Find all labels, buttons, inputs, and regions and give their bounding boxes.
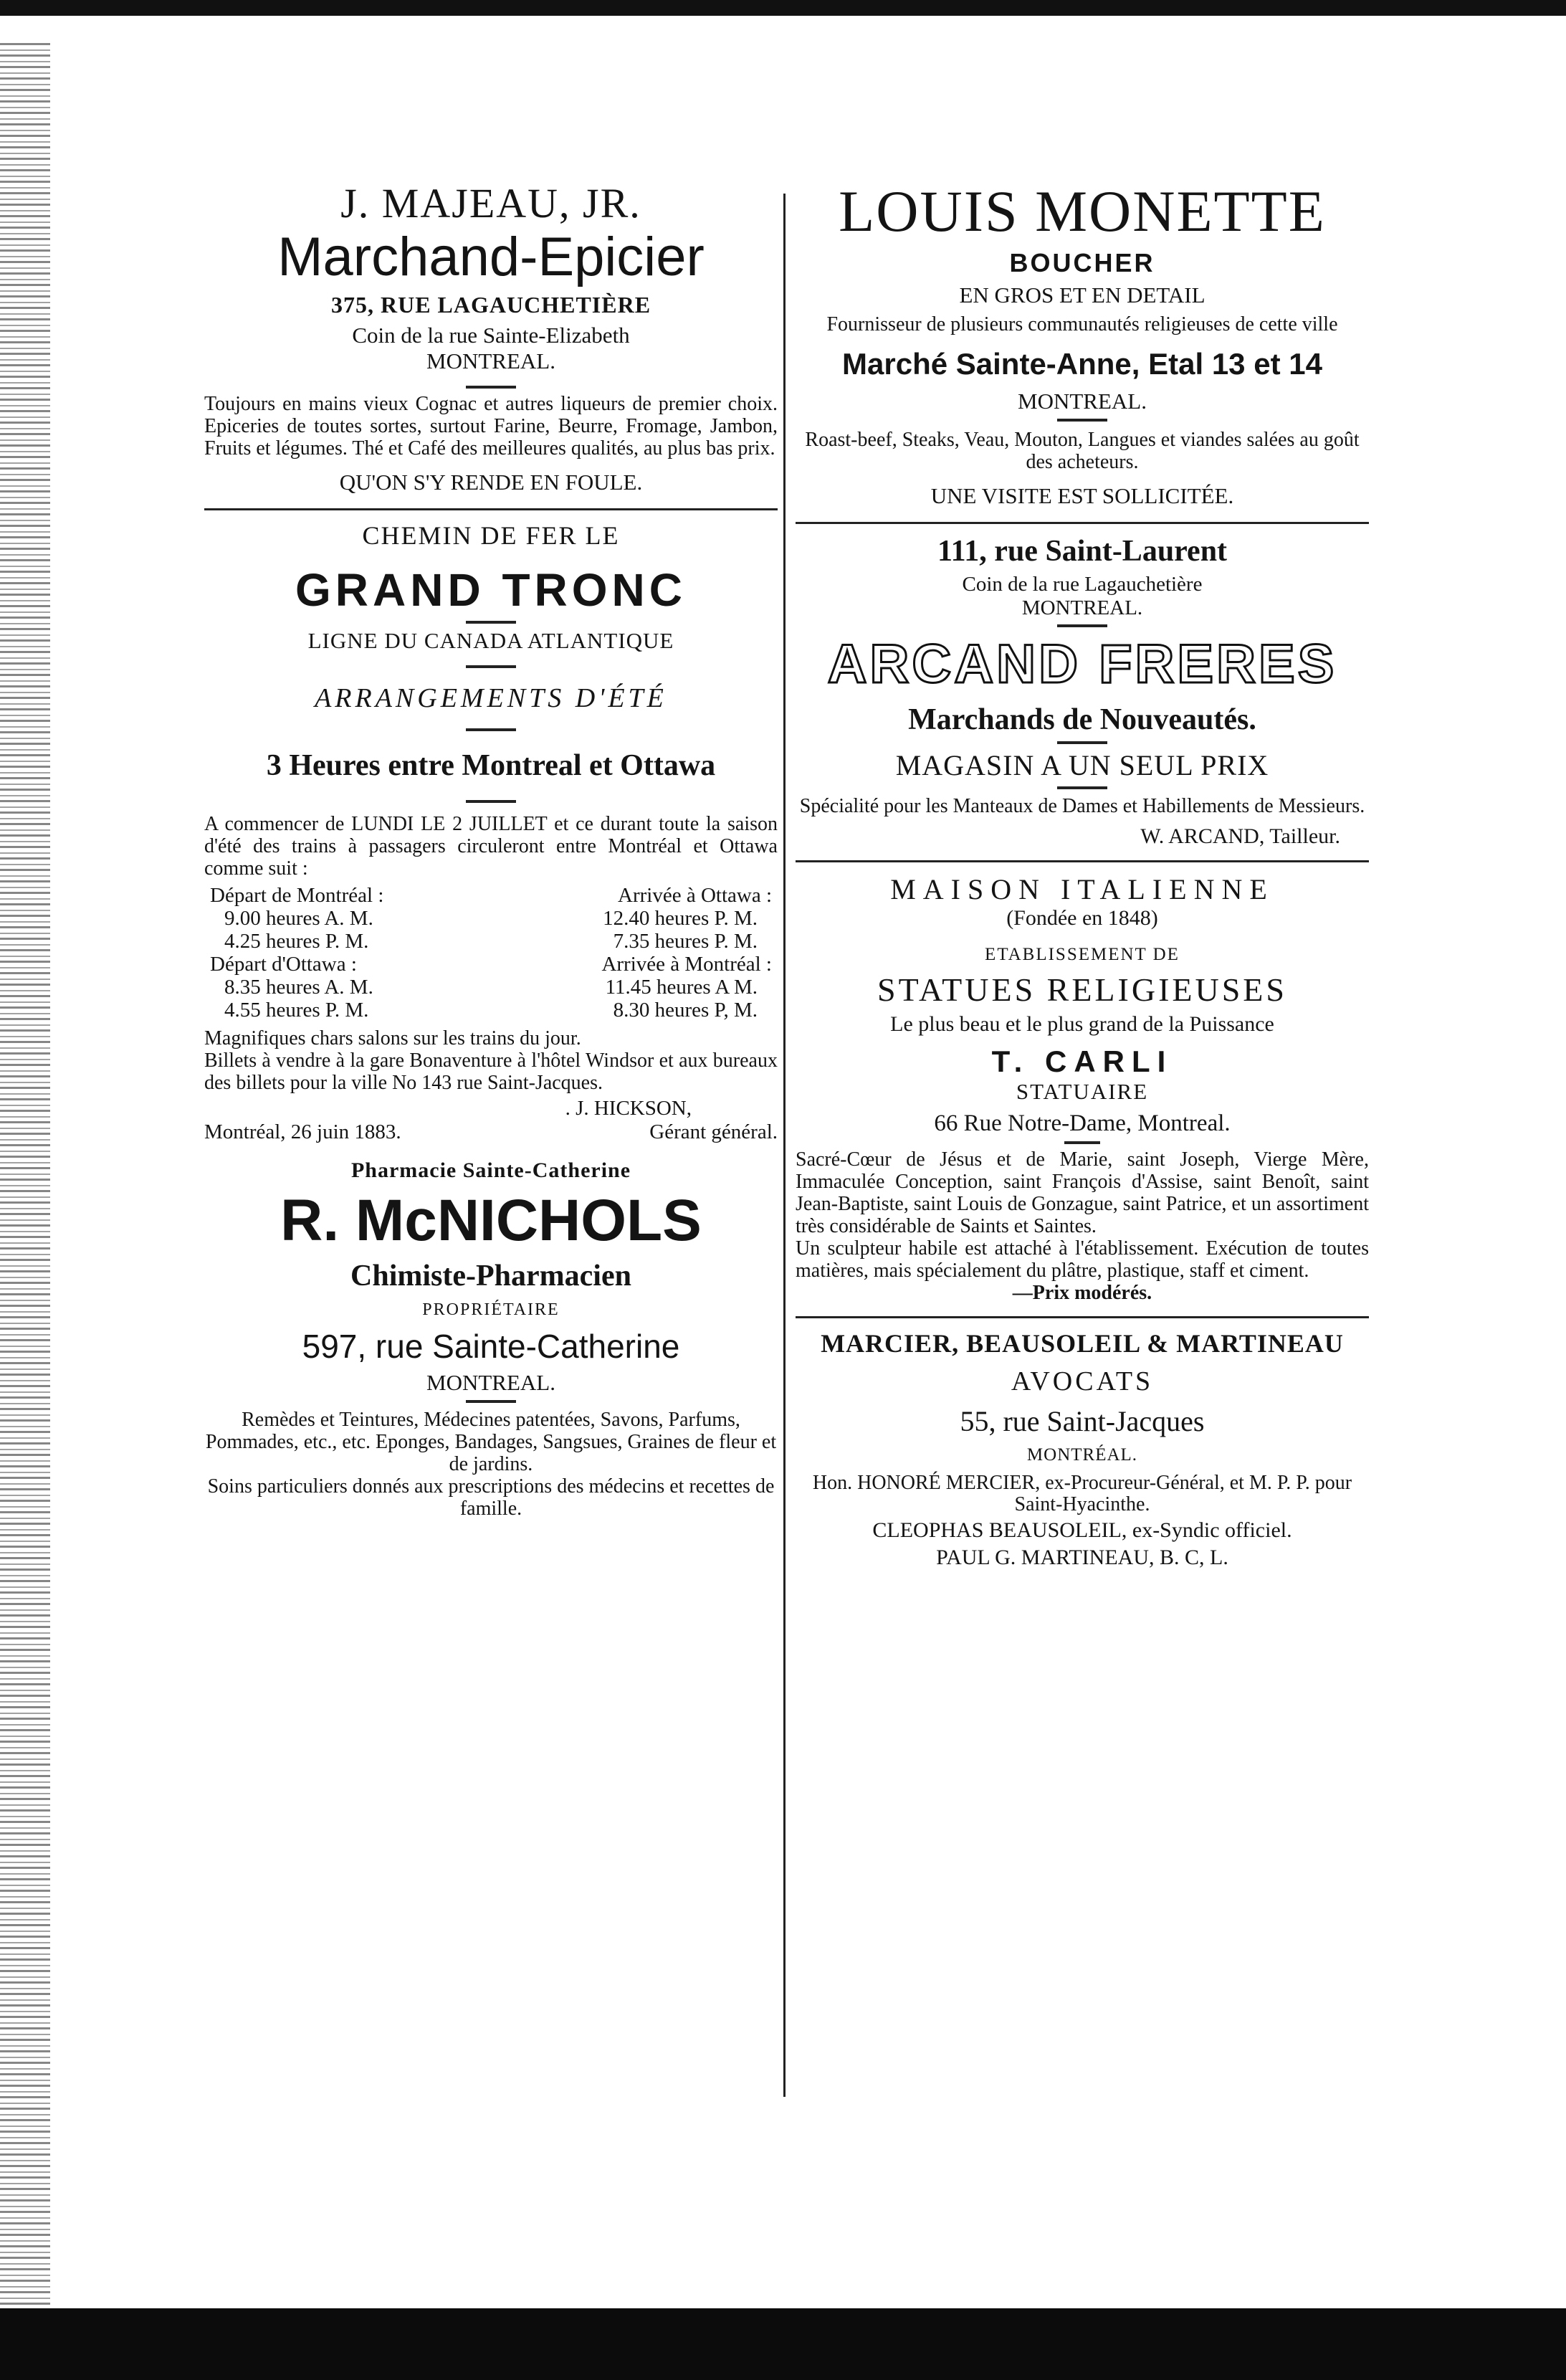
avocats-name: MARCIER, BEAUSOLEIL & MARTINEAU bbox=[821, 1329, 1344, 1358]
avocats-trade: AVOCATS bbox=[1011, 1366, 1154, 1396]
railway-role: Gérant général. bbox=[649, 1120, 778, 1143]
arcand-tailor: W. ARCAND, Tailleur. bbox=[1140, 824, 1340, 848]
page-bottom-edge bbox=[0, 2308, 1566, 2380]
arcand-slogan: MAGASIN A UN SEUL PRIX bbox=[895, 749, 1269, 781]
right-column bbox=[796, 179, 1369, 1570]
railway-line2: LIGNE DU CANADA ATLANTIQUE bbox=[307, 628, 674, 653]
pharmacie-address: 597, rue Sainte-Catherine bbox=[302, 1328, 680, 1365]
monette-line1: EN GROS ET EN DETAIL bbox=[959, 282, 1205, 308]
majeau-city: MONTREAL. bbox=[426, 348, 555, 373]
carli-role: STATUAIRE bbox=[1016, 1079, 1149, 1104]
divider-dash bbox=[466, 1400, 516, 1403]
divider-dash bbox=[466, 665, 516, 668]
pharmacie-city: MONTREAL. bbox=[426, 1370, 555, 1395]
majeau-body: Toujours en mains vieux Cognac et autres liqueurs de premier choix. Epiceries de toutes sortes, surtout Farine, Beurre, Fromage, Jambon, Fruits et légumes. Thé et Café des meilleures qualités, au plus bas prix. bbox=[204, 393, 778, 460]
majeau-corner: Coin de la rue Sainte-Elizabeth bbox=[352, 323, 630, 348]
schedule-cell: 8.30 heures P, M. bbox=[613, 999, 758, 1022]
schedule-cell: 12.40 heures P. M. bbox=[603, 907, 758, 930]
pharmacie-name: R. McNICHOLS bbox=[280, 1188, 702, 1253]
carli-body2: Un sculpteur habile est attaché à l'établissement. Exécution de toutes matières, mais spécialement du plâtre, plastique, staff et ciment. bbox=[796, 1237, 1369, 1282]
divider-dash bbox=[1057, 624, 1107, 627]
railway-signer: . J. HICKSON, bbox=[565, 1097, 692, 1120]
railway-signature-line bbox=[204, 1120, 778, 1144]
schedule-row bbox=[210, 907, 772, 930]
avocats-address: 55, rue Saint-Jacques bbox=[960, 1405, 1205, 1437]
section-rule bbox=[796, 860, 1369, 862]
schedule-cell: 9.00 heures A. M. bbox=[224, 907, 373, 930]
railway-note2: Billets à vendre à la gare Bonaventure à l'hôtel Windsor et aux bureaux des billets pour la ville No 143 rue Saint-Jacques. bbox=[204, 1049, 778, 1094]
railway-intro: A commencer de LUNDI LE 2 JUILLET et ce durant toute la saison d'été des trains à passagers circuleront entre Montréal et Ottawa comme suit : bbox=[204, 813, 778, 880]
railway-name: GRAND TRONC bbox=[295, 564, 687, 616]
majeau-name: J. MAJEAU, JR. bbox=[340, 180, 641, 227]
ad-arcand bbox=[796, 534, 1369, 849]
pharmacie-body: Remèdes et Teintures, Médecines patentées, Savons, Parfums, Pommades, etc., etc. Eponges, Bandages, Sangsues, Graines de fleur et de jardins. bbox=[205, 1409, 777, 1475]
majeau-address: 375, RUE LAGAUCHETIÈRE bbox=[330, 292, 651, 318]
ad-grand-tronc bbox=[204, 520, 778, 1144]
avocats-p3: PAUL G. MARTINEAU, B. C, L. bbox=[936, 1546, 1228, 1569]
schedule-row bbox=[210, 976, 772, 999]
carli-line1: ETABLISSEMENT DE bbox=[985, 945, 1180, 964]
pharmacie-line1: Pharmacie Sainte-Catherine bbox=[350, 1158, 631, 1182]
carli-price: —Prix modérés. bbox=[1012, 1282, 1152, 1304]
avocats-city: MONTRÉAL. bbox=[1026, 1445, 1138, 1465]
monette-name: LOUIS MONETTE bbox=[839, 178, 1326, 244]
schedule-cell: 4.25 heures P. M. bbox=[224, 930, 369, 953]
carli-name: MAISON ITALIENNE bbox=[890, 873, 1274, 905]
ad-pharmacie bbox=[204, 1158, 778, 1520]
monette-line2: Fournisseur de plusieurs communautés religieuses de cette ville bbox=[826, 313, 1338, 335]
page-binding-edge bbox=[0, 43, 50, 2337]
divider-dash bbox=[466, 800, 516, 803]
carli-address: 66 Rue Notre-Dame, Montreal. bbox=[934, 1110, 1231, 1136]
divider-dash bbox=[466, 386, 516, 389]
ad-avocats bbox=[796, 1328, 1369, 1570]
avocats-p2: CLEOPHAS BEAUSOLEIL, ex-Syndic officiel. bbox=[872, 1518, 1292, 1542]
railway-line3: ARRANGEMENTS D'ÉTÉ bbox=[315, 683, 667, 713]
pharmacie-role: PROPRIÉTAIRE bbox=[422, 1300, 560, 1319]
schedule-cell: Arrivée à Montréal : bbox=[601, 953, 772, 976]
schedule-row bbox=[210, 953, 772, 976]
ad-carli bbox=[796, 872, 1369, 1305]
carli-line2: STATUES RELIGIEUSES bbox=[877, 971, 1287, 1008]
divider-dash bbox=[1064, 1141, 1100, 1144]
arcand-trade: Marchands de Nouveautés. bbox=[908, 703, 1256, 736]
schedule-cell: 7.35 heures P. M. bbox=[613, 930, 758, 953]
arcand-corner: Coin de la rue Lagauchetière bbox=[962, 573, 1203, 596]
divider-dash bbox=[1057, 419, 1107, 422]
railway-note1: Magnifiques chars salons sur les trains du jour. bbox=[204, 1027, 581, 1049]
monette-body: Roast-beef, Steaks, Veau, Mouton, Langues et viandes salées au goût des acheteurs. bbox=[805, 429, 1360, 473]
column-divider bbox=[783, 194, 786, 2097]
schedule-cell: 11.45 heures A M. bbox=[605, 976, 758, 999]
schedule-row bbox=[210, 930, 772, 953]
monette-slogan: UNE VISITE EST SOLLICITÉE. bbox=[930, 483, 1234, 508]
monette-city: MONTREAL. bbox=[1018, 389, 1147, 414]
section-rule bbox=[204, 508, 778, 510]
carli-body: Sacré-Cœur de Jésus et de Marie, saint Joseph, Vierge Mère, Immaculée Conception, saint François d'Assise, saint Benoît, saint Jean-Baptiste, saint Louis de Gonzague, saint Patrice, et un assortiment très considérable de Saints et Saintes. bbox=[796, 1148, 1369, 1237]
monette-market: Marché Sainte-Anne, Etal 13 et 14 bbox=[842, 347, 1322, 381]
majeau-trade: Marchand-Epicier bbox=[277, 227, 705, 287]
railway-line4: 3 Heures entre Montreal et Ottawa bbox=[266, 749, 716, 782]
avocats-p1: Hon. HONORÉ MERCIER, ex-Procureur-Général, et M. P. P. pour Saint-Hyacinthe. bbox=[812, 1472, 1352, 1515]
divider-dash bbox=[466, 621, 516, 624]
railway-schedule bbox=[204, 884, 778, 1022]
majeau-slogan: QU'ON S'Y RENDE EN FOULE. bbox=[339, 470, 643, 495]
railway-date: Montréal, 26 juin 1883. bbox=[204, 1120, 401, 1143]
arcand-specialty: Spécialité pour les Manteaux de Dames et Habillements de Messieurs. bbox=[799, 795, 1365, 817]
ad-monette bbox=[796, 179, 1369, 509]
schedule-cell: 4.55 heures P. M. bbox=[224, 999, 369, 1022]
schedule-cell: Départ d'Ottawa : bbox=[210, 953, 357, 976]
divider-dash bbox=[1057, 786, 1107, 789]
section-rule bbox=[796, 522, 1369, 524]
section-rule bbox=[796, 1316, 1369, 1318]
schedule-cell: Départ de Montréal : bbox=[210, 884, 384, 907]
pharmacie-trade: Chimiste-Pharmacien bbox=[350, 1260, 631, 1293]
left-column bbox=[204, 179, 778, 1520]
schedule-row bbox=[210, 884, 772, 907]
divider-dash bbox=[466, 728, 516, 731]
schedule-cell: Arrivée à Ottawa : bbox=[618, 884, 772, 907]
schedule-cell: 8.35 heures A. M. bbox=[224, 976, 373, 999]
divider-dash bbox=[1057, 741, 1107, 744]
carli-founded: (Fondée en 1848) bbox=[1006, 906, 1158, 930]
arcand-address: 111, rue Saint-Laurent bbox=[937, 535, 1228, 568]
page-top-edge bbox=[0, 0, 1566, 16]
carli-owner: T. CARLI bbox=[991, 1044, 1173, 1078]
schedule-row bbox=[210, 999, 772, 1022]
arcand-city: MONTREAL. bbox=[1021, 596, 1143, 619]
monette-trade: BOUCHER bbox=[1009, 248, 1155, 277]
carli-line3: Le plus beau et le plus grand de la Puissance bbox=[890, 1012, 1274, 1036]
arcand-name: ARCAND FRERES bbox=[827, 634, 1337, 695]
railway-line1: CHEMIN DE FER LE bbox=[362, 521, 620, 550]
ad-majeau bbox=[204, 179, 778, 495]
pharmacie-body2: Soins particuliers donnés aux prescriptions des médecins et recettes de famille. bbox=[207, 1475, 775, 1520]
